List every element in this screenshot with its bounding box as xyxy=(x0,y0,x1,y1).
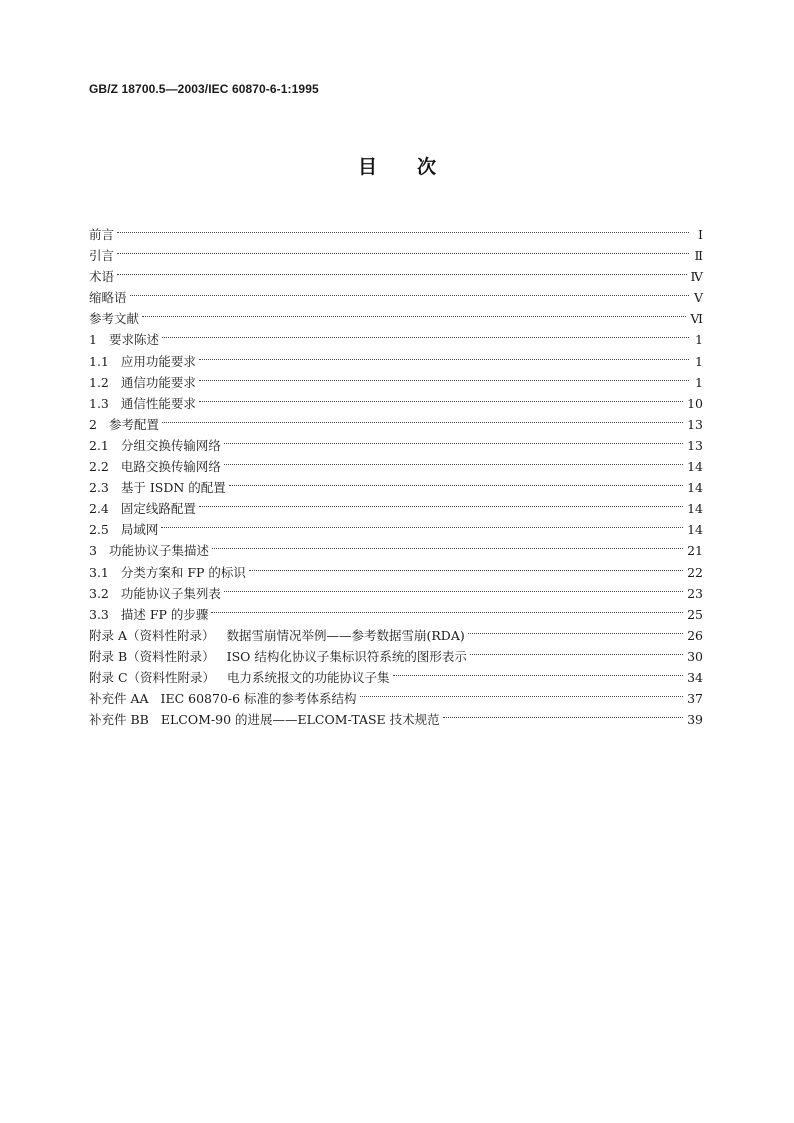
toc-page-number: 14 xyxy=(687,459,703,475)
toc-entry-label: 前言 xyxy=(89,227,115,242)
dot-leader xyxy=(224,577,683,598)
toc-entry-number: 1 xyxy=(89,332,97,348)
toc-entry-number: 2.2 xyxy=(89,459,109,475)
toc-entry[interactable] xyxy=(89,260,703,285)
toc-entry-label: 分类方案和 FP 的标识 xyxy=(120,564,246,580)
toc-entry-label: 引言 xyxy=(89,248,115,264)
dot-leader xyxy=(117,218,689,239)
toc-entry-label: 电力系统报文的功能协议子集 xyxy=(227,669,390,685)
toc-entry-title xyxy=(89,351,199,372)
toc-entry-label: 描述 FP 的步骤 xyxy=(120,606,209,622)
toc-entry-title xyxy=(89,329,162,350)
toc-entry-title xyxy=(89,519,161,540)
toc-entry[interactable] xyxy=(89,513,703,538)
toc-entry-label: ELCOM-90 的进展——ELCOM-TASE 技术规范 xyxy=(160,712,440,728)
toc-page-number: 37 xyxy=(687,691,703,707)
toc-entry[interactable] xyxy=(89,534,703,559)
dot-leader xyxy=(161,513,683,534)
toc-entry-label: IEC 60870-6 标准的参考体系结构 xyxy=(160,691,357,707)
toc-entry-number: 附录 C（资料性附录） xyxy=(89,669,216,685)
toc-entry-title xyxy=(89,245,117,266)
toc-page-number: Ⅳ xyxy=(690,269,703,285)
toc-page-number: 13 xyxy=(687,416,703,432)
toc-entry-label: 功能协议子集列表 xyxy=(120,585,221,601)
toc-entry[interactable] xyxy=(89,323,703,348)
toc-page-number: 22 xyxy=(687,564,703,580)
toc-entry-label: ISO 结构化协议子集标识符系统的图形表示 xyxy=(226,648,467,664)
dot-leader xyxy=(199,366,689,387)
toc-entry-number: 3.1 xyxy=(89,564,109,580)
toc-entry-number: 附录 B（资料性附录） xyxy=(89,648,215,664)
dot-leader xyxy=(224,429,683,450)
dot-leader xyxy=(117,239,689,260)
toc-page-number: Ⅰ xyxy=(698,227,703,242)
toc-page-number: 26 xyxy=(687,627,703,643)
dot-leader xyxy=(249,556,683,577)
toc-entry-title xyxy=(89,688,360,709)
dot-leader xyxy=(393,661,684,682)
toc-page-number: Ⅵ xyxy=(690,311,703,327)
toc-entry-number: 1.2 xyxy=(89,374,109,390)
page-title: 目次 xyxy=(357,156,476,178)
toc-page-number: 14 xyxy=(687,501,703,517)
toc-entry-number: 2 xyxy=(89,416,97,432)
toc-page-number: 25 xyxy=(687,606,703,622)
dot-leader xyxy=(130,281,689,302)
toc-page-number: 23 xyxy=(687,585,703,601)
toc-entry-label: 应用功能要求 xyxy=(120,353,196,369)
toc-entry-number: 2.1 xyxy=(89,437,109,453)
toc-page-number: 14 xyxy=(687,480,703,496)
toc-entry-title xyxy=(89,456,224,477)
dot-leader xyxy=(360,682,684,703)
toc-entry-number: 2.4 xyxy=(89,501,109,517)
toc-entry[interactable] xyxy=(89,429,703,453)
toc-entry-title xyxy=(89,709,443,730)
toc-entry-title xyxy=(89,266,117,287)
toc-entry-title xyxy=(89,540,212,561)
toc-entry-label: 术语 xyxy=(89,269,115,285)
toc-entry-title xyxy=(89,372,199,393)
toc-page-number: 13 xyxy=(687,437,703,453)
toc-entry-title xyxy=(89,604,211,625)
dot-leader xyxy=(162,408,683,429)
toc-page-number: 30 xyxy=(687,648,703,664)
dot-leader xyxy=(211,598,683,619)
dot-leader xyxy=(199,387,683,408)
toc-entry-label: 参考配置 xyxy=(108,416,159,432)
toc-page-number: 39 xyxy=(687,712,703,728)
toc-entry-label: 功能协议子集描述 xyxy=(108,543,209,559)
dot-leader xyxy=(443,703,683,724)
toc-entry-title xyxy=(89,224,117,245)
toc-entry-number: 2.3 xyxy=(89,480,109,496)
toc-entry[interactable] xyxy=(89,218,703,242)
toc-entry-label: 电路交换传输网络 xyxy=(120,459,221,475)
toc-page-number: 1 xyxy=(695,374,703,390)
toc-page-number: 34 xyxy=(687,669,703,685)
toc-page-number: 21 xyxy=(687,543,703,559)
toc-entry[interactable] xyxy=(89,345,703,369)
toc-page-number: 10 xyxy=(687,395,703,411)
dot-leader xyxy=(470,640,683,661)
dot-leader xyxy=(229,471,683,492)
toc-entry[interactable] xyxy=(89,408,703,432)
dot-leader xyxy=(142,302,686,323)
toc-entry-number: 附录 A（资料性附录） xyxy=(89,627,215,643)
dot-leader xyxy=(199,492,683,513)
toc-entry-title xyxy=(89,435,224,456)
toc-entry[interactable] xyxy=(89,302,703,327)
dot-leader xyxy=(199,345,689,366)
dot-leader xyxy=(212,534,683,555)
toc-page-number: Ⅱ xyxy=(694,248,703,264)
toc-entry-number: 2.5 xyxy=(89,522,109,538)
toc-page-number: Ⅴ xyxy=(693,290,703,306)
toc-entry-title xyxy=(89,414,162,435)
toc-entry-label: 参考文献 xyxy=(89,311,140,327)
toc-page-number: 1 xyxy=(695,332,703,348)
dot-leader xyxy=(117,260,686,281)
toc-entry-label: 缩略语 xyxy=(89,290,127,306)
toc-entry-number: 3 xyxy=(89,543,97,559)
toc-entry-number: 1.1 xyxy=(89,353,109,369)
toc-entry-label: 基于 ISDN 的配置 xyxy=(120,480,226,496)
toc-entry-label: 局域网 xyxy=(120,522,159,538)
toc-entry-label: 固定线路配置 xyxy=(120,501,196,517)
toc-page-number: 1 xyxy=(695,353,703,369)
dot-leader xyxy=(224,450,683,471)
toc-entry-label: 要求陈述 xyxy=(108,332,159,348)
toc-entry-number: 补充件 AA xyxy=(89,691,149,707)
standard-number-header: GB/Z 18700.5—2003/IEC 60870-6-1:1995 xyxy=(89,82,319,96)
dot-leader xyxy=(162,323,689,344)
toc-entry-title xyxy=(89,308,142,329)
toc-page-number: 14 xyxy=(687,522,703,538)
toc-entry-title xyxy=(89,667,393,688)
toc-entry-label: 分组交换传输网络 xyxy=(120,437,221,453)
toc-entry[interactable] xyxy=(89,239,703,264)
toc-entry-title xyxy=(89,625,468,646)
toc-entry-title xyxy=(89,583,224,604)
toc-entry-number: 3.3 xyxy=(89,606,109,622)
toc-entry-number: 1.3 xyxy=(89,395,109,411)
toc-entry-label: 通信功能要求 xyxy=(120,374,196,390)
table-of-contents xyxy=(89,218,703,728)
toc-entry-number: 3.2 xyxy=(89,585,109,601)
dot-leader xyxy=(468,619,683,640)
toc-entry-label: 通信性能要求 xyxy=(120,395,196,411)
toc-entry-label: 数据雪崩情况举例——参考数据雪崩(RDA) xyxy=(226,627,465,643)
toc-entry-title xyxy=(89,287,130,308)
toc-entry-number: 补充件 BB xyxy=(89,712,149,728)
toc-entry[interactable] xyxy=(89,281,703,306)
